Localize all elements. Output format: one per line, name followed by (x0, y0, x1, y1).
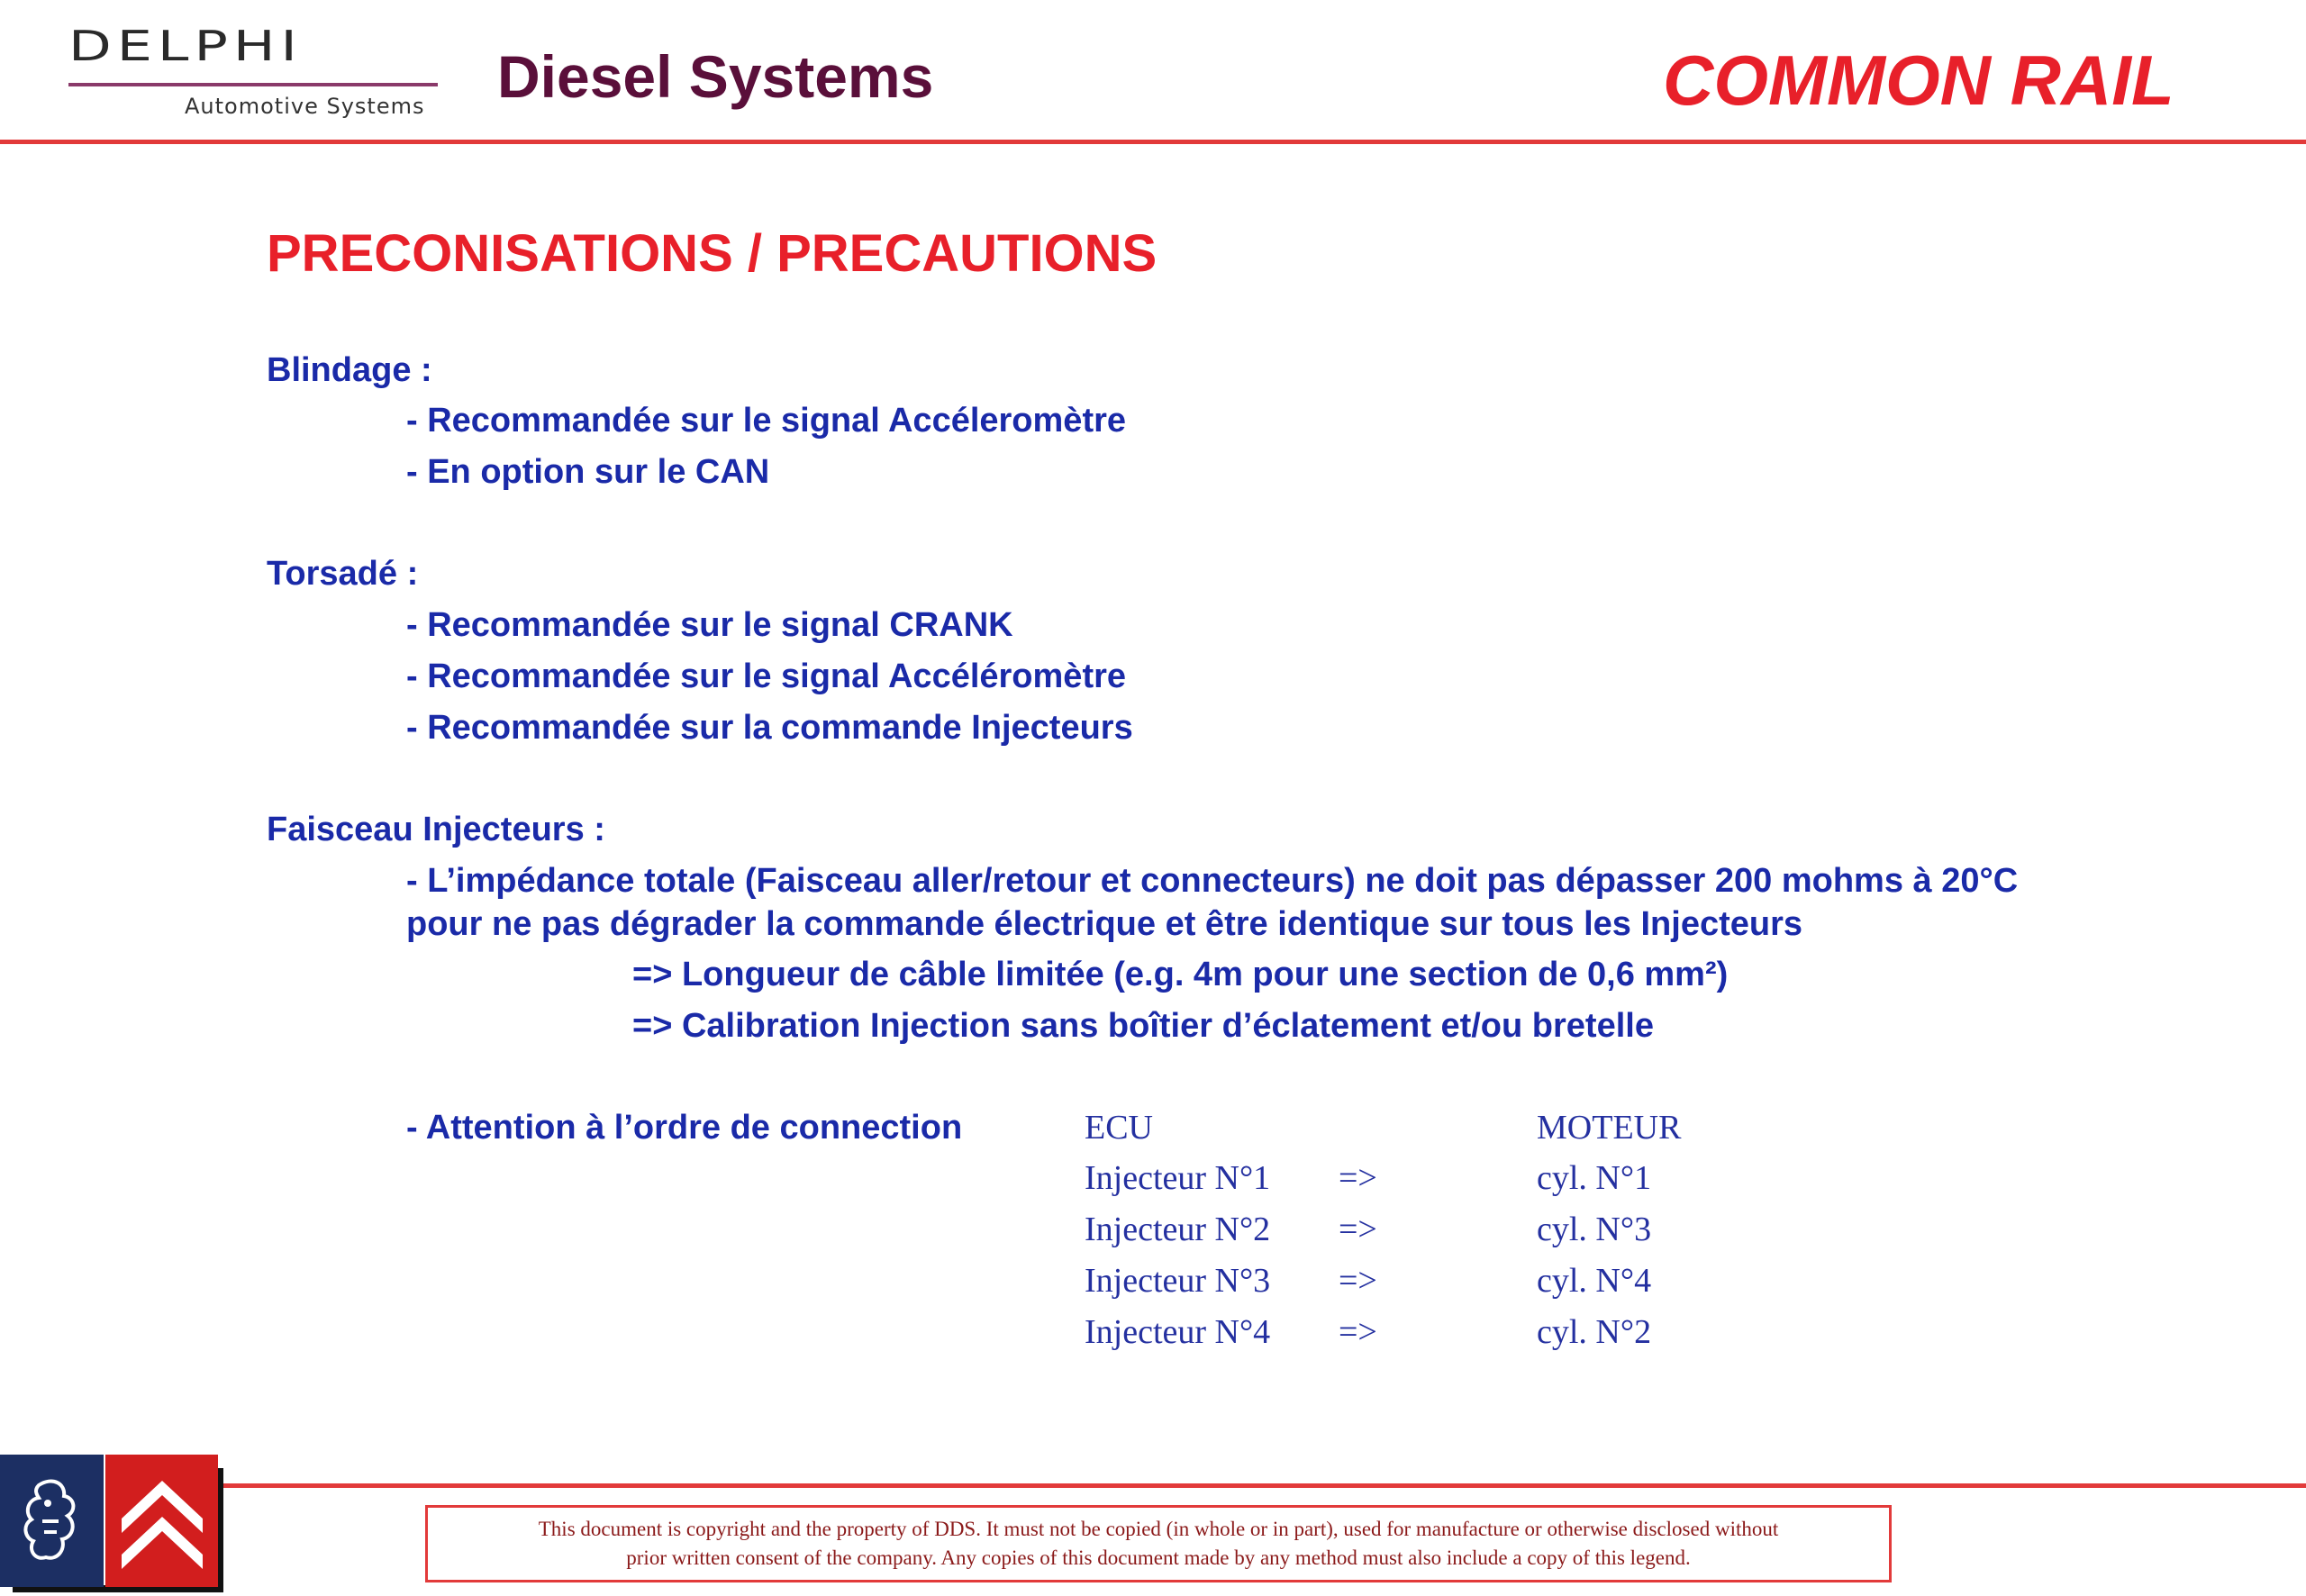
connection-col-ecu: ECU (1085, 1109, 1153, 1147)
blindage-heading: Blindage : (267, 351, 432, 389)
connection-row-arrow: => (1339, 1159, 1377, 1197)
blindage-item: - En option sur le CAN (406, 453, 770, 491)
connection-row-arrow: => (1339, 1313, 1377, 1351)
connection-row-ecu: Injecteur N°1 (1085, 1159, 1271, 1197)
header-title: Diesel Systems (497, 43, 934, 110)
copyright-legend (425, 1505, 1892, 1582)
connection-row-ecu: Injecteur N°2 (1085, 1211, 1271, 1248)
page-title: PRECONISATIONS / PRECAUTIONS (267, 224, 1158, 283)
delphi-logo-subtitle: Automotive Systems (185, 94, 425, 119)
faisceau-line: pour ne pas dégrader la commande électrique et être identique sur tous les Injecteurs (406, 905, 1803, 943)
connection-row-ecu: Injecteur N°3 (1085, 1262, 1271, 1300)
faisceau-sub: => Calibration Injection sans boîtier d’éclatement et/ou bretelle (632, 1007, 1654, 1045)
blindage-item: - Recommandée sur le signal Accéleromètre (406, 402, 1127, 440)
copyright-line: This document is copyright and the property of DDS. It must not be copied (in whole or in part), used for manufacture or otherwise disclosed without (538, 1518, 1779, 1540)
footer-divider (207, 1483, 2306, 1488)
torsade-item: - Recommandée sur la commande Injecteurs (406, 709, 1133, 747)
delphi-logo-bar (68, 83, 438, 86)
header-product: COMMON RAIL (1663, 41, 2174, 120)
faisceau-heading: Faisceau Injecteurs : (267, 811, 605, 848)
connection-row-moteur: cyl. N°1 (1537, 1159, 1652, 1197)
connection-row-ecu: Injecteur N°4 (1085, 1313, 1271, 1351)
faisceau-sub: => Longueur de câble limitée (e.g. 4m pour une section de 0,6 mm²) (632, 956, 1729, 993)
delphi-logo-text: DELPHI (68, 21, 303, 71)
connection-label: - Attention à l’ordre de connection (406, 1109, 963, 1147)
citroen-chevrons-icon (105, 1455, 218, 1587)
connection-col-moteur: MOTEUR (1537, 1109, 1682, 1147)
header-divider (0, 140, 2306, 144)
connection-row-arrow: => (1339, 1211, 1377, 1248)
torsade-heading: Torsadé : (267, 555, 419, 593)
peugeot-lion-icon (0, 1455, 104, 1587)
connection-row-arrow: => (1339, 1262, 1377, 1300)
connection-row-moteur: cyl. N°2 (1537, 1313, 1652, 1351)
copyright-line: prior written consent of the company. Any copies of this document made by any method must also include a copy of this legend. (626, 1546, 1691, 1569)
torsade-item: - Recommandée sur le signal CRANK (406, 606, 1013, 644)
torsade-item: - Recommandée sur le signal Accéléromètre (406, 657, 1127, 695)
connection-row-moteur: cyl. N°4 (1537, 1262, 1652, 1300)
faisceau-line: - L’impédance totale (Faisceau aller/retour et connecteurs) ne doit pas dépasser 200 mohms à 20°C (406, 862, 2019, 900)
connection-row-moteur: cyl. N°3 (1537, 1211, 1652, 1248)
